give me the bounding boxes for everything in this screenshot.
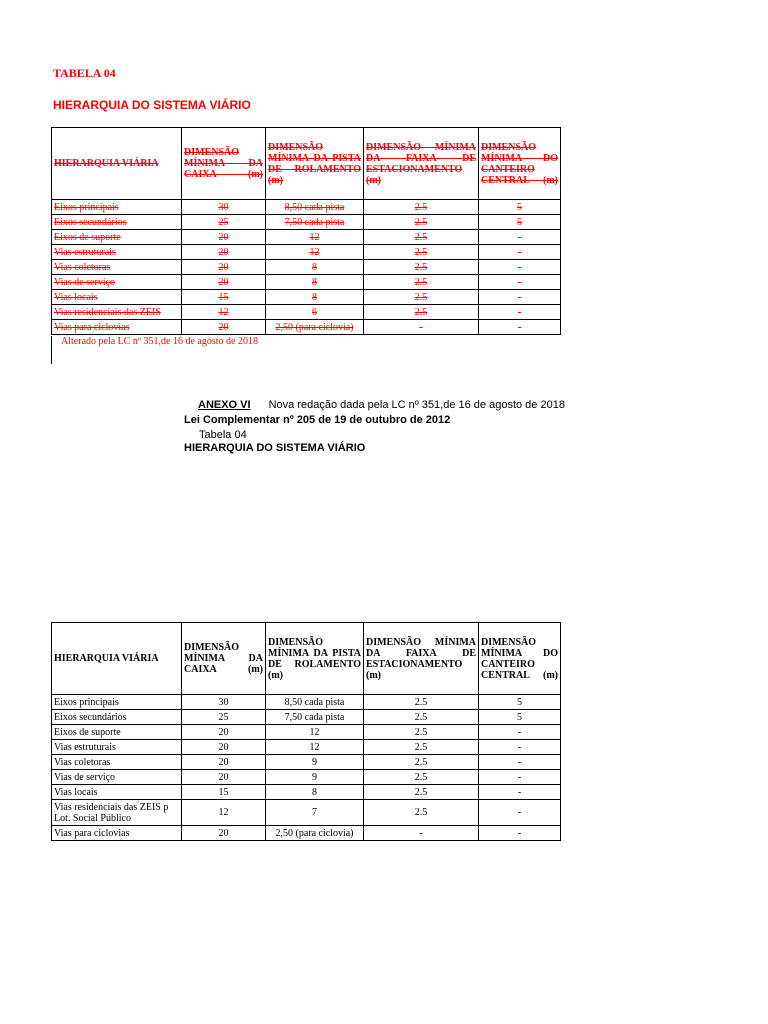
table-row — [52, 215, 561, 230]
table-cell: 20 — [182, 275, 266, 290]
new-table-header-row — [52, 623, 561, 695]
table-cell: 8 — [266, 260, 364, 275]
table-cell: Eixos secundários — [52, 215, 182, 230]
table-cell: 2.5 — [364, 230, 479, 245]
new-table-title: HIERARQUIA DO SISTEMA VIÁRIO — [184, 442, 366, 454]
table-cell: Vias de serviço — [52, 275, 182, 290]
table-cell: 8 — [266, 785, 364, 800]
table-row — [52, 275, 561, 290]
table-cell: 2.5 — [364, 695, 479, 710]
table-cell: 12 — [266, 230, 364, 245]
table-row — [52, 305, 561, 320]
table-cell: - — [364, 320, 479, 335]
table-row — [52, 755, 561, 770]
table-cell: Vias de serviço — [52, 770, 182, 785]
new-table — [51, 622, 561, 841]
table-cell: Vias estruturais — [52, 740, 182, 755]
table-row — [52, 710, 561, 725]
table-cell: 2.5 — [364, 305, 479, 320]
table-cell: 2.5 — [364, 290, 479, 305]
table-row — [52, 320, 561, 335]
table-cell: 2.5 — [364, 710, 479, 725]
old-table-header-row — [52, 128, 561, 200]
table-cell: 2.5 — [364, 770, 479, 785]
table-cell: 2.5 — [364, 725, 479, 740]
new-header-hierarquia: HIERARQUIA VIÁRIA — [52, 623, 182, 695]
new-header-caixa: DIMENSÃO MÍNIMA DA CAIXA (m) — [182, 623, 266, 695]
table-cell: 5 — [479, 695, 561, 710]
table-cell: - — [479, 826, 561, 841]
old-table — [51, 127, 561, 335]
table-cell: Eixos secundários — [52, 710, 182, 725]
table-cell: 2.5 — [364, 215, 479, 230]
table-cell: 12 — [266, 725, 364, 740]
table-cell: - — [479, 740, 561, 755]
old-header-hierarquia: HIERARQUIA VIÁRIA — [52, 128, 182, 200]
annex-label: ANEXO VI — [198, 399, 251, 411]
table-cell: 20 — [182, 740, 266, 755]
table-cell: 12 — [266, 245, 364, 260]
table-cell: 9 — [266, 755, 364, 770]
table-cell: 20 — [182, 755, 266, 770]
table-cell: 2,50 (para ciclovia) — [266, 826, 364, 841]
old-table-subtitle: HIERARQUIA DO SISTEMA VIÁRIO — [53, 98, 251, 112]
table-cell: - — [479, 230, 561, 245]
new-header-pista: DIMENSÃO MÍNIMA DA PISTA DE ROLAMENTO (m) — [266, 623, 364, 695]
table-cell: 7 — [266, 800, 364, 826]
table-cell: 20 — [182, 770, 266, 785]
table-row — [52, 695, 561, 710]
table-cell: 30 — [182, 695, 266, 710]
table-cell: 2.5 — [364, 740, 479, 755]
law-title: Lei Complementar nº 205 de 19 de outubro de 2012 — [184, 414, 451, 426]
table-row — [52, 200, 561, 215]
table-cell: 8 — [266, 275, 364, 290]
table-cell: 25 — [182, 710, 266, 725]
table-cell: - — [479, 320, 561, 335]
table-row — [52, 740, 561, 755]
table-cell: 15 — [182, 785, 266, 800]
table-cell: 7,50 cada pista — [266, 710, 364, 725]
table-cell: 5 — [479, 710, 561, 725]
table-cell: 12 — [182, 305, 266, 320]
table-cell: 2,50 (para ciclovia) — [266, 320, 364, 335]
table-cell: 20 — [182, 320, 266, 335]
table-cell: 8,50 cada pista — [266, 200, 364, 215]
table-cell: - — [479, 260, 561, 275]
table-cell: Vias coletoras — [52, 260, 182, 275]
table-cell: Vias estruturais — [52, 245, 182, 260]
table-cell: Vias locais — [52, 785, 182, 800]
table-cell: 2.5 — [364, 260, 479, 275]
table-cell: 2.5 — [364, 785, 479, 800]
table-cell: 5 — [479, 200, 561, 215]
table-cell: 2.5 — [364, 275, 479, 290]
table-cell: Eixos principais — [52, 200, 182, 215]
table-cell: 2.5 — [364, 200, 479, 215]
amendment-note: Alterado pela LC nº 351,de 16 de agosto de 2018 — [51, 336, 261, 364]
table-cell: - — [479, 770, 561, 785]
annex-line — [198, 399, 565, 411]
table-cell: - — [479, 305, 561, 320]
table-cell: 2.5 — [364, 245, 479, 260]
table-cell: Vias coletoras — [52, 755, 182, 770]
table-row — [52, 245, 561, 260]
table-cell: Vias residenciais das ZEIS — [52, 305, 182, 320]
table-row — [52, 725, 561, 740]
old-header-canteiro: DIMENSÃO MÍNIMA DO CANTEIRO CENTRAL (m) — [479, 128, 561, 200]
table-cell: Vias residenciais das ZEIS p Lot. Social Público — [52, 800, 182, 826]
table-cell: Vias locais — [52, 290, 182, 305]
table-cell: - — [364, 826, 479, 841]
table-cell: 25 — [182, 215, 266, 230]
old-header-caixa: DIMENSÃO MÍNIMA DA CAIXA (m) — [182, 128, 266, 200]
table-cell: 9 — [266, 770, 364, 785]
table-row — [52, 230, 561, 245]
table-cell: Eixos principais — [52, 695, 182, 710]
old-header-pista: DIMENSÃO MÍNIMA DA PISTA DE ROLAMENTO (m) — [266, 128, 364, 200]
table-cell: 20 — [182, 245, 266, 260]
table-label: Tabela 04 — [199, 429, 247, 441]
table-cell: 2.5 — [364, 755, 479, 770]
table-cell: - — [479, 785, 561, 800]
table-cell: 20 — [182, 725, 266, 740]
table-cell: 20 — [182, 230, 266, 245]
table-cell: Vias para ciclovias — [52, 320, 182, 335]
old-table-title: TABELA 04 — [53, 66, 116, 80]
table-cell: - — [479, 245, 561, 260]
table-cell: 8,50 cada pista — [266, 695, 364, 710]
table-cell: Eixos de suporte — [52, 230, 182, 245]
table-cell: 12 — [266, 740, 364, 755]
table-cell: 20 — [182, 826, 266, 841]
table-row — [52, 260, 561, 275]
new-header-canteiro: DIMENSÃO MÍNIMA DO CANTEIRO CENTRAL (m) — [479, 623, 561, 695]
table-cell: - — [479, 275, 561, 290]
table-cell: Vias para ciclovias — [52, 826, 182, 841]
table-row — [52, 785, 561, 800]
table-cell: 7,50 cada pista — [266, 215, 364, 230]
table-row — [52, 290, 561, 305]
table-row — [52, 826, 561, 841]
table-cell: 20 — [182, 260, 266, 275]
table-cell: 15 — [182, 290, 266, 305]
table-cell: - — [479, 725, 561, 740]
table-row — [52, 770, 561, 785]
annex-redaction: Nova redação dada pela LC nº 351,de 16 de agosto de 2018 — [268, 399, 565, 411]
table-cell: - — [479, 290, 561, 305]
old-header-estacionamento: DIMENSÃO MÍNIMA DA FAIXA DE ESTACIONAMENTO (m) — [364, 128, 479, 200]
table-cell: 6 — [266, 305, 364, 320]
table-cell: 12 — [182, 800, 266, 826]
table-cell: 2.5 — [364, 800, 479, 826]
table-cell: - — [479, 800, 561, 826]
table-row — [52, 800, 561, 826]
new-header-estacionamento: DIMENSÃO MÍNIMA DA FAIXA DE ESTACIONAMENTO (m) — [364, 623, 479, 695]
table-cell: 5 — [479, 215, 561, 230]
table-cell: Eixos de suporte — [52, 725, 182, 740]
table-cell: - — [479, 755, 561, 770]
table-cell: 30 — [182, 200, 266, 215]
table-cell: 8 — [266, 290, 364, 305]
